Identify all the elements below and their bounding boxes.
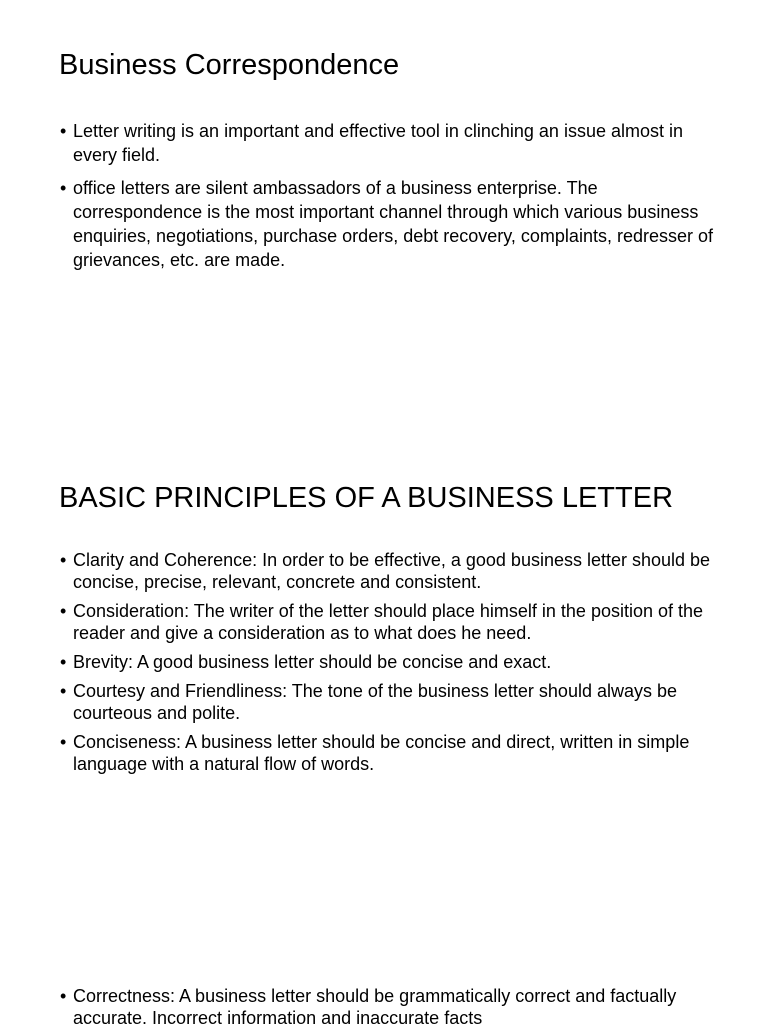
bullet-item: • Brevity: A good business letter should be concise and exact. (59, 651, 719, 673)
slide-title: Business Correspondence (59, 49, 400, 81)
bullet-list (59, 119, 719, 281)
bullet-list (59, 549, 719, 782)
slide-title: BASIC PRINCIPLES OF A BUSINESS LETTER (59, 482, 674, 514)
bullet-item: • Courtesy and Friendliness: The tone of the business letter should always be courteous and polite. (59, 680, 719, 724)
bullet-item: • Conciseness: A business letter should be concise and direct, written in simple language with a natural flow of words. (59, 731, 719, 775)
bullet-item: • Letter writing is an important and effective tool in clinching an issue almost in every field. (59, 119, 719, 167)
bullet-item: • Consideration: The writer of the letter should place himself in the position of the reader and give a consideration as to what does he need. (59, 600, 719, 644)
bullet-list (59, 985, 719, 1029)
bullet-item: • Correctness: A business letter should be grammatically correct and factually accurate. Incorrect information and inaccurate facts (59, 985, 719, 1029)
bullet-item: • office letters are silent ambassadors of a business enterprise. The correspondence is the most important channel through which various business enquiries, negotiations, purchase orders, debt recovery, complaints, redresser of grievances, etc. are made. (59, 176, 719, 272)
bullet-item: • Clarity and Coherence: In order to be effective, a good business letter should be concise, precise, relevant, concrete and consistent. (59, 549, 719, 593)
